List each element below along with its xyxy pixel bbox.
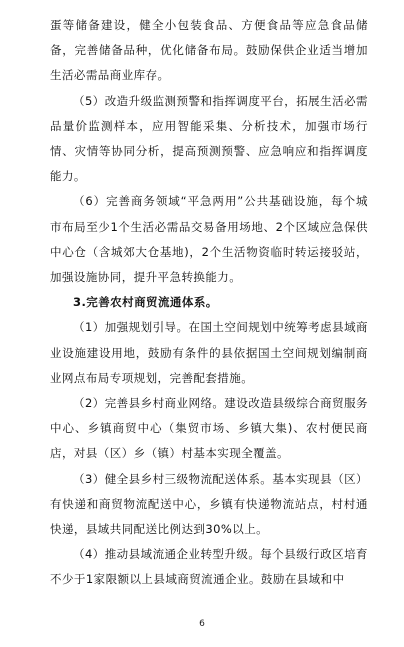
section-heading-rural-trade: 3.完善农村商贸流通体系。: [73, 295, 218, 310]
document-body: [50, 13, 368, 593]
paragraph-item-2-network: （2）完善县乡村商业网络。建设改造县级综合商贸服务中心、乡镇商贸中心（集贸市场、乡镇大集)、农村便民商店，对县（区）乡（镇）村基本实现全覆盖。: [50, 396, 368, 461]
paragraph-item-3-logistics: （3）健全县乡村三级物流配送体系。基本实现县（区）有快递和商贸物流配送中心，乡镇有快递物流站点，村村通快递，县域共同配送比例达到30%以上。: [50, 471, 368, 537]
paragraph-item-5-monitoring: （5）改造升级监测预警和指挥调度平台，拓展生活必需品量价监测样本，应用智能采集、分析技术，加强市场行情、灾情等协同分析，提高预测预警、应急响应和指挥调度能力。: [50, 93, 368, 184]
paragraph-item-6-facilities: （6）完善商务领域“平急两用”公共基础设施，每个城市布局至少1个生活必需品交易备用场地、2个区域应急保供中心仓（含城郊大仓基地)，2个生活物资临时转运接驳站，加强设施协同，提升平急转换能力。: [50, 194, 368, 285]
page-number: 6: [199, 619, 205, 629]
paragraph-reserve-construction: 蛋等储备建设，健全小包装食品、方便食品等应急食品储备，完善储备品种，优化储备布局。鼓励保供企业适当增加生活必需品商业库存。: [50, 18, 368, 83]
paragraph-item-1-planning: （1）加强规划引导。在国土空间规划中统筹考虑县域商业设施建设用地，鼓励有条件的县依据国土空间规划编制商业网点布局专项规划，完善配套措施。: [50, 320, 368, 385]
paragraph-item-4-enterprises: （4）推动县域流通企业转型升级。每个县级行政区培育不少于1家限额以上县域商贸流通企业。鼓励在县域和中: [50, 547, 368, 587]
